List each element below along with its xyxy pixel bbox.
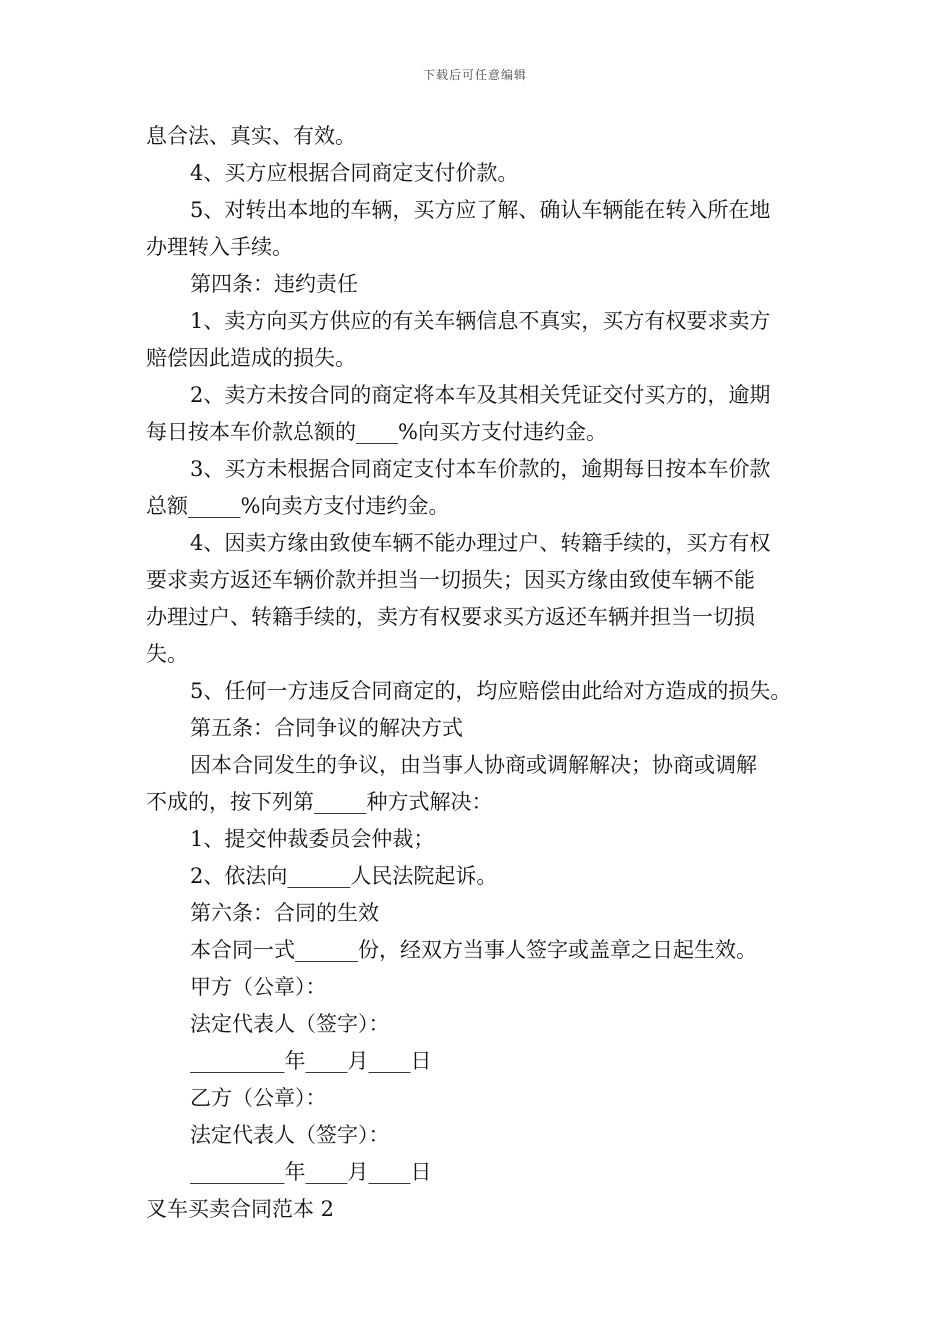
text-line: 办理转入手续。 — [146, 235, 293, 259]
text-line: 总额_____%向卖方支付违约金。 — [146, 494, 450, 518]
section-heading: 第六条：合同的生效 — [190, 901, 379, 925]
document-body — [146, 118, 826, 1228]
text-line: 1、卖方向买方供应的有关车辆信息不真实，买方有权要求卖方 — [190, 309, 771, 333]
section-heading: 第四条：违约责任 — [190, 272, 358, 296]
text-line: 1、提交仲裁委员会仲裁； — [190, 827, 435, 851]
text-line: 2、卖方未按合同的商定将本车及其相关凭证交付买方的，逾期 — [190, 383, 771, 407]
section-heading: 第五条：合同争议的解决方式 — [190, 716, 463, 740]
text-line: 要求卖方返还车辆价款并担当一切损失；因买方缘由致使车辆不能 — [146, 568, 755, 592]
signature-date-a: _________年____月____日 — [190, 1049, 432, 1073]
signature-date-b: _________年____月____日 — [190, 1160, 432, 1184]
signature-party-b: 乙方（公章）： — [190, 1086, 327, 1110]
text-line: 2、依法向______人民法院起诉。 — [190, 864, 498, 888]
text-line: 赔偿因此造成的损失。 — [146, 346, 356, 370]
signature-representative-b: 法定代表人（签字）： — [190, 1123, 390, 1147]
text-line: 办理过户、转籍手续的，卖方有权要求买方返还车辆并担当一切损 — [146, 605, 755, 629]
text-line: 不成的，按下列第_____种方式解决： — [146, 790, 493, 814]
text-line: 4、买方应根据合同商定支付价款。 — [190, 161, 519, 185]
signature-party-a: 甲方（公章）： — [190, 975, 327, 999]
text-line: 失。 — [146, 642, 188, 666]
text-line: 本合同一式______份，经双方当事人签字或盖章之日起生效。 — [190, 938, 757, 962]
signature-representative-a: 法定代表人（签字）： — [190, 1012, 390, 1036]
text-line: 3、买方未根据合同商定支付本车价款的，逾期每日按本车价款 — [190, 457, 771, 481]
text-line: 息合法、真实、有效。 — [146, 124, 356, 148]
next-document-title: 叉车买卖合同范本 2 — [146, 1197, 335, 1221]
header-note: 下载后可任意编辑 — [422, 68, 527, 82]
text-line: 4、因卖方缘由致使车辆不能办理过户、转籍手续的，买方有权 — [190, 531, 771, 555]
text-line: 5、任何一方违反合同商定的，均应赔偿由此给对方造成的损失。 — [190, 679, 792, 703]
text-line: 5、对转出本地的车辆，买方应了解、确认车辆能在转入所在地 — [190, 198, 771, 222]
text-line: 因本合同发生的争议，由当事人协商或调解解决；协商或调解 — [190, 753, 757, 777]
text-line: 每日按本车价款总额的____%向买方支付违约金。 — [146, 420, 607, 444]
